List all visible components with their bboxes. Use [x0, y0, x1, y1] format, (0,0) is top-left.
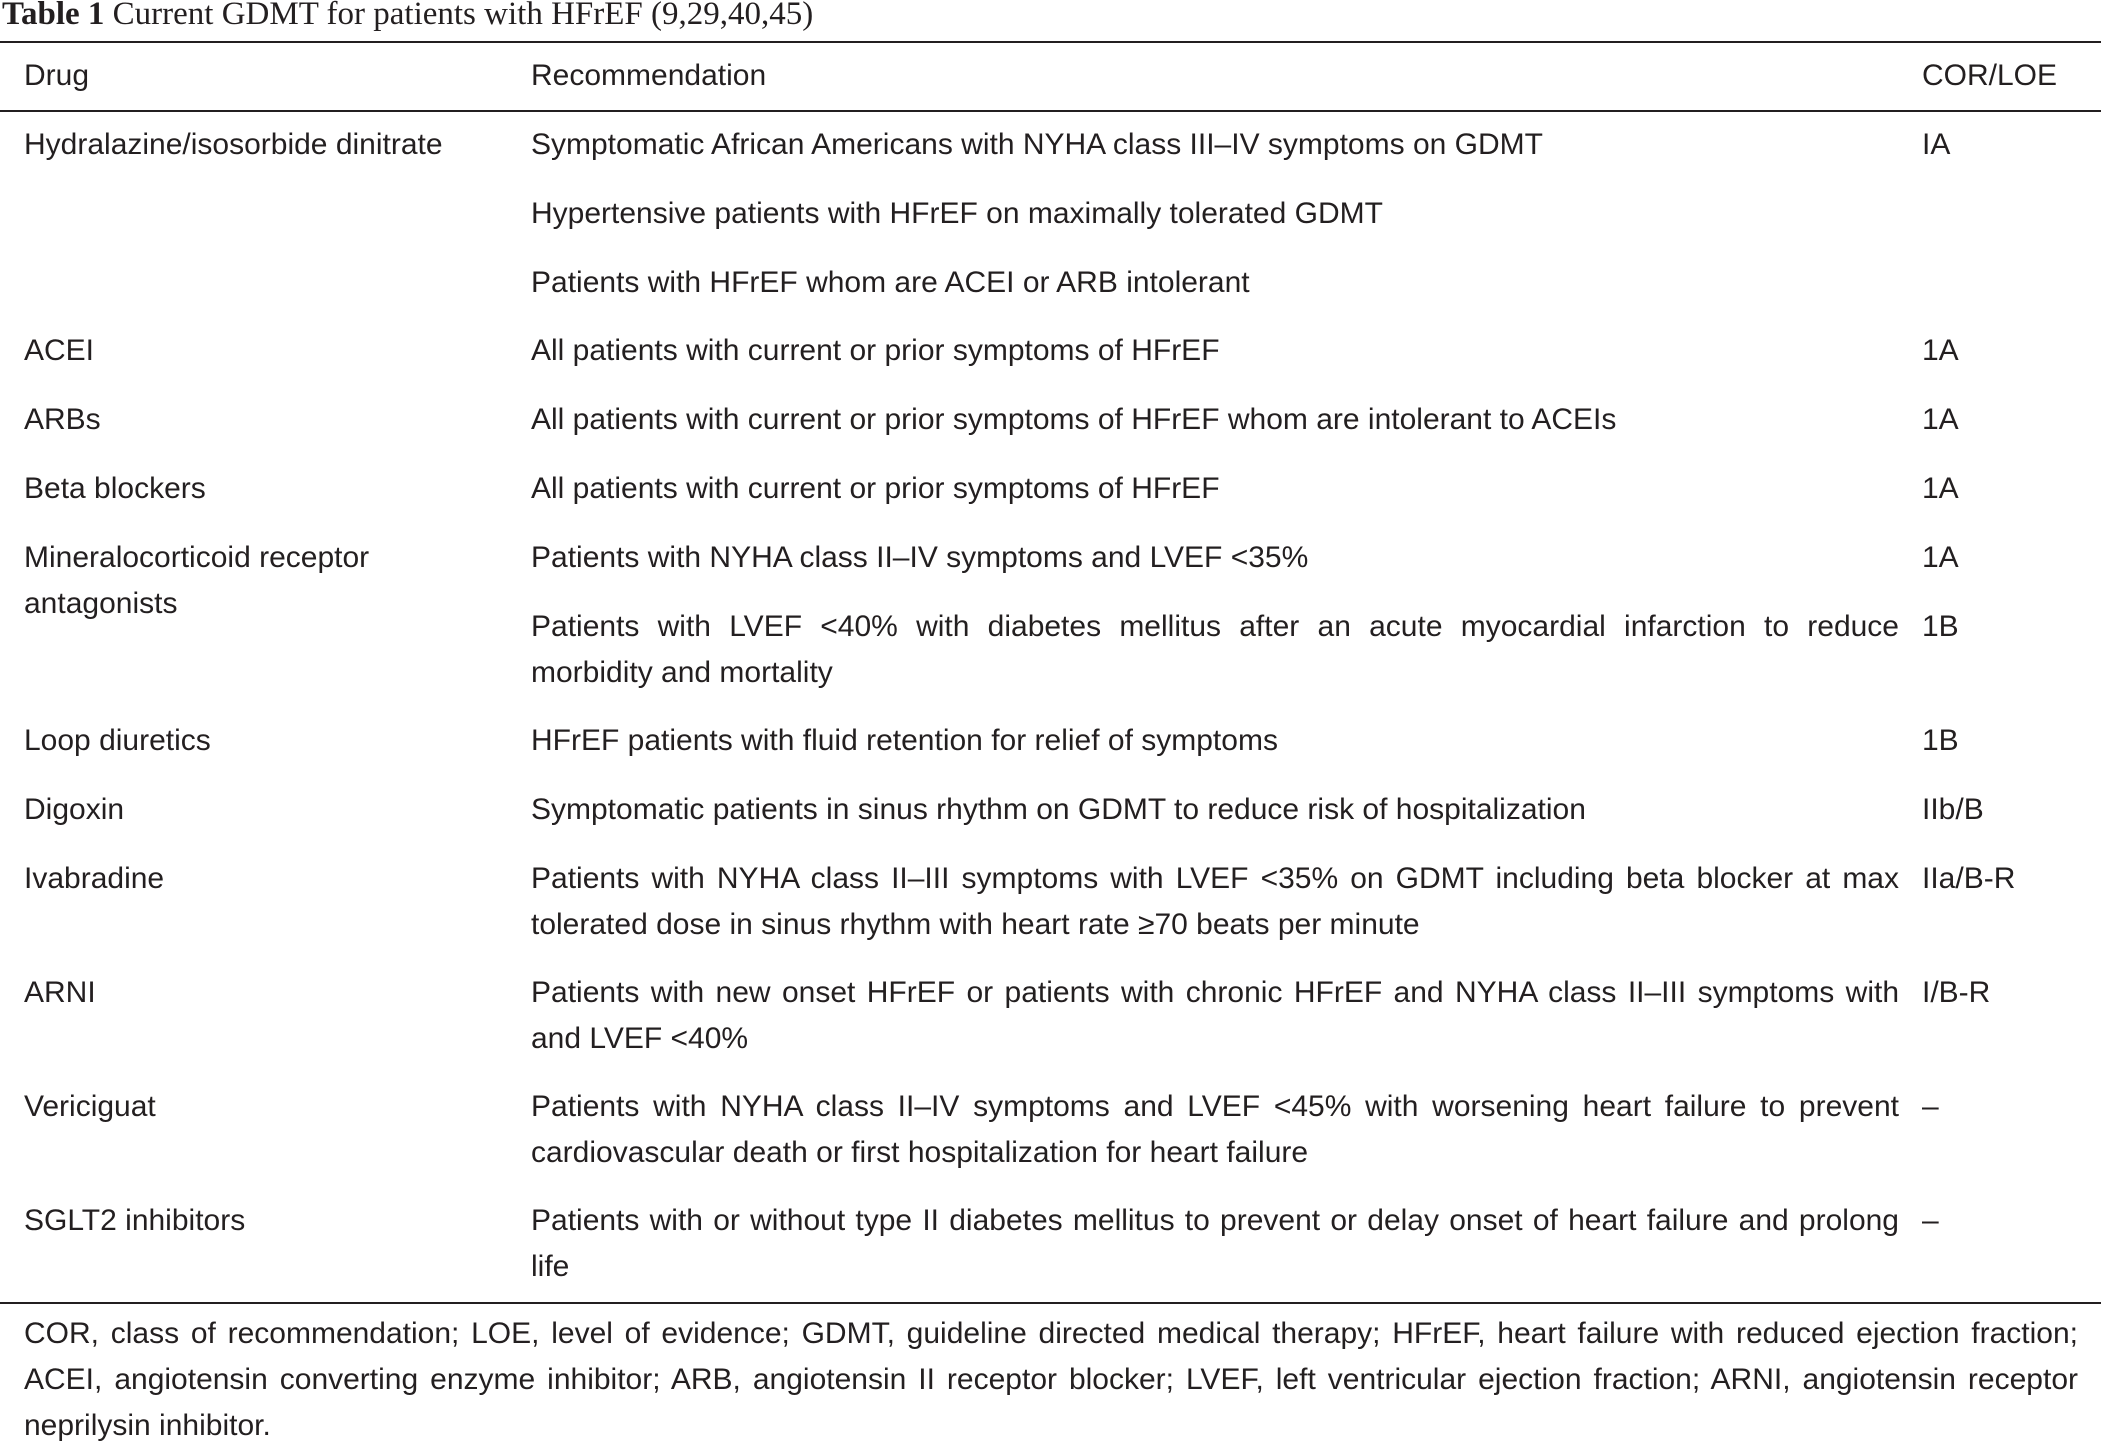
- table-header-rule: [0, 110, 2101, 112]
- table-row-recommendation: Hypertensive patients with HFrEF on maximally tolerated GDMT: [531, 197, 1383, 230]
- table-footnote: COR, class of recommendation; LOE, level of evidence; GDMT, guideline directed medical therapy; HFrEF, heart failure with reduced ejection fraction; ACEI, angiotensin converting enzyme inhibitor; ARB, angiotensin II receptor blocker; LVEF, left ventricular ejection fraction; ARNI, angiotensin receptor neprilysin inhibitor.: [24, 1317, 2078, 1442]
- table-row-recommendation: Patients with LVEF <40% with diabetes mellitus after an acute myocardial infarction to reduce morbidity and mortality: [531, 610, 1899, 689]
- table-row-drug: Digoxin: [24, 793, 125, 826]
- table-row-cor-loe: 1A: [1922, 334, 1959, 367]
- table-row-drug: Loop diuretics: [24, 724, 211, 757]
- table-row-drug: SGLT2 inhibitors: [24, 1204, 246, 1237]
- table-row-drug: ACEI: [24, 334, 95, 367]
- table-row-recommendation: Symptomatic patients in sinus rhythm on GDMT to reduce risk of hospitalization: [531, 793, 1586, 826]
- table-row-drug: Hydralazine/isosorbide dinitrate: [24, 128, 443, 161]
- table-row-cor-loe: IA: [1922, 128, 1951, 161]
- table-row-drug: ARBs: [24, 403, 101, 436]
- table-row-cor-loe: IIa/B-R: [1922, 862, 2016, 895]
- table-row-recommendation: Patients with NYHA class II–IV symptoms and LVEF <35%: [531, 541, 1309, 574]
- table-row-drug: Ivabradine: [24, 862, 165, 895]
- header-cor-loe: COR/LOE: [1922, 59, 2058, 92]
- table-row-recommendation: All patients with current or prior symptoms of HFrEF: [531, 472, 1220, 505]
- table-row-recommendation: All patients with current or prior symptoms of HFrEF whom are intolerant to ACEIs: [531, 403, 1617, 436]
- table-row-cor-loe: I/B-R: [1922, 976, 1991, 1009]
- table-row-drug: Beta blockers: [24, 472, 206, 505]
- table-row-recommendation: Patients with NYHA class II–IV symptoms and LVEF <45% with worsening heart failure to prevent cardiovascular death or first hospitalization for heart failure: [531, 1090, 1899, 1169]
- table-row-cor-loe: 1A: [1922, 403, 1959, 436]
- table-row-drug: Vericiguat: [24, 1090, 156, 1123]
- table-row-drug: Mineralocorticoid receptor antagonists: [24, 541, 370, 620]
- table-row-recommendation: All patients with current or prior symptoms of HFrEF: [531, 334, 1220, 367]
- table-row-cor-loe: 1A: [1922, 541, 1959, 574]
- table-row-drug: ARNI: [24, 976, 96, 1009]
- table-top-rule: [0, 41, 2101, 43]
- table-row-cor-loe: –: [1922, 1204, 1939, 1237]
- header-drug: Drug: [24, 59, 90, 92]
- table-bottom-rule: [0, 1302, 2101, 1304]
- table-row-cor-loe: –: [1922, 1090, 1939, 1123]
- table-caption-label: Table 1: [2, 0, 105, 32]
- table-row-recommendation: Patients with NYHA class II–III symptoms with LVEF <35% on GDMT including beta blocker at max tolerated dose in sinus rhythm with heart rate ≥70 beats per minute: [531, 862, 1899, 941]
- table-row-recommendation: Patients with or without type II diabetes mellitus to prevent or delay onset of heart failure and prolong life: [531, 1204, 1899, 1283]
- table-row-recommendation: HFrEF patients with fluid retention for relief of symptoms: [531, 724, 1278, 757]
- header-recommendation: Recommendation: [531, 59, 767, 92]
- table-row-cor-loe: 1B: [1922, 610, 1959, 643]
- table-row-cor-loe: 1A: [1922, 472, 1959, 505]
- table-caption-text: Current GDMT for patients with HFrEF (9,29,40,45): [112, 0, 814, 32]
- table-row-cor-loe: 1B: [1922, 724, 1959, 757]
- table-row-cor-loe: IIb/B: [1922, 793, 1984, 826]
- table-row-recommendation: Patients with new onset HFrEF or patients with chronic HFrEF and NYHA class II–III symptoms with and LVEF <40%: [531, 976, 1899, 1055]
- table-caption: [2, 0, 813, 34]
- table-row-recommendation: Symptomatic African Americans with NYHA class III–IV symptoms on GDMT: [531, 128, 1543, 161]
- table-row-recommendation: Patients with HFrEF whom are ACEI or ARB intolerant: [531, 266, 1250, 299]
